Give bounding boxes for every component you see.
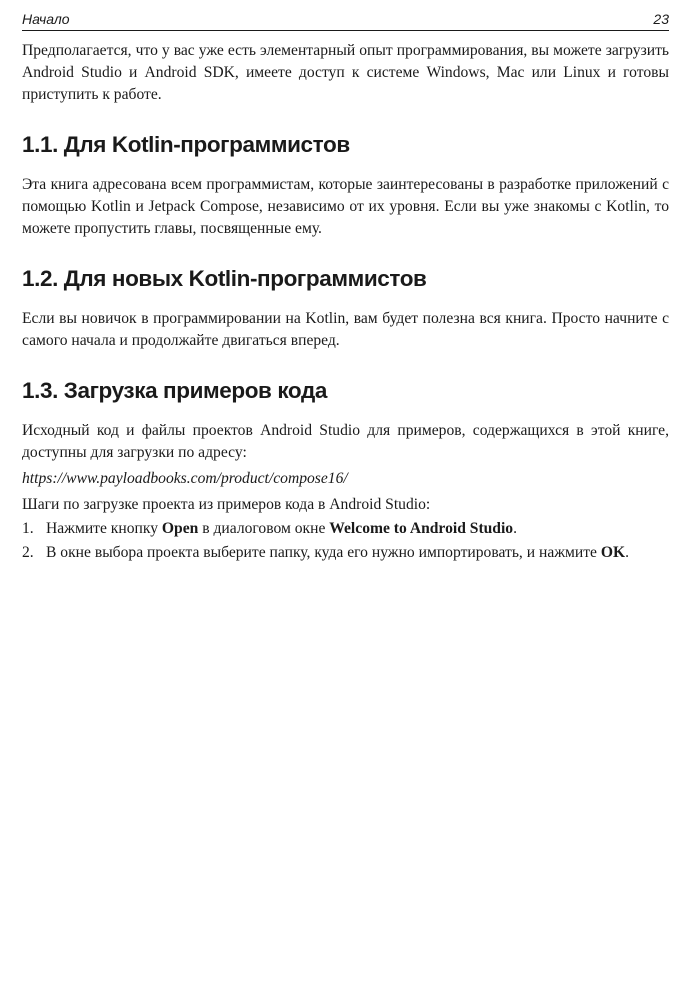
list-item <box>22 518 669 540</box>
list-item <box>22 542 669 564</box>
section-1-1-paragraph: Эта книга адресована всем программистам, которые заинтересованы в разработке приложений с помощью Kotlin и Jetpack Compose, независимо от их уровня. Если вы уже знакомы с Kotlin, то можете пропустить главы, посвященные ему. <box>22 176 669 237</box>
steps-intro: Шаги по загрузке проекта из примеров кода в Android Studio: <box>22 496 431 513</box>
section-heading-1-2: 1.2. Для новых Kotlin-программистов <box>22 266 427 291</box>
ok-button-label: OK <box>600 544 626 561</box>
welcome-dialog-label: Welcome to Android Studio <box>329 520 514 537</box>
section-heading-1-1: 1.1. Для Kotlin-программистов <box>22 132 350 157</box>
step-text-part: . <box>513 520 518 537</box>
step-number: 1. <box>22 520 34 537</box>
step-text-part: В окне выбора проекта выберите папку, куда его нужно импортировать, и нажмите <box>46 544 601 561</box>
download-url-link[interactable]: https://www.payloadbooks.com/product/compose16/ <box>22 470 348 487</box>
page-number: 23 <box>653 11 669 27</box>
section-1-2-paragraph: Если вы новичок в программировании на Kotlin, вам будет полезна вся книга. Просто начните с самого начала и продолжайте двигаться вперед. <box>22 310 669 349</box>
book-page <box>22 10 669 566</box>
step-text-part: Нажмите кнопку <box>46 520 162 537</box>
steps-list <box>22 518 669 564</box>
section-heading-1-3: 1.3. Загрузка примеров кода <box>22 378 327 403</box>
step-text <box>46 542 669 564</box>
intro-paragraph: Предполагается, что у вас уже есть элементарный опыт программирования, вы можете загрузить Android Studio и Android SDK, имеете доступ к системе Windows, Mac или Linux и готовы приступить к работе. <box>22 42 669 103</box>
open-button-label: Open <box>161 520 199 537</box>
step-text-part: . <box>625 544 630 561</box>
step-text-part: в диалоговом окне <box>198 520 330 537</box>
section-1-3-paragraph: Исходный код и файлы проектов Android Studio для примеров, содержащихся в этой книге, доступны для загрузки по адресу: <box>22 422 669 461</box>
running-header <box>22 10 669 31</box>
running-title: Начало <box>22 11 70 27</box>
step-number: 2. <box>22 544 34 561</box>
step-text <box>46 518 669 540</box>
